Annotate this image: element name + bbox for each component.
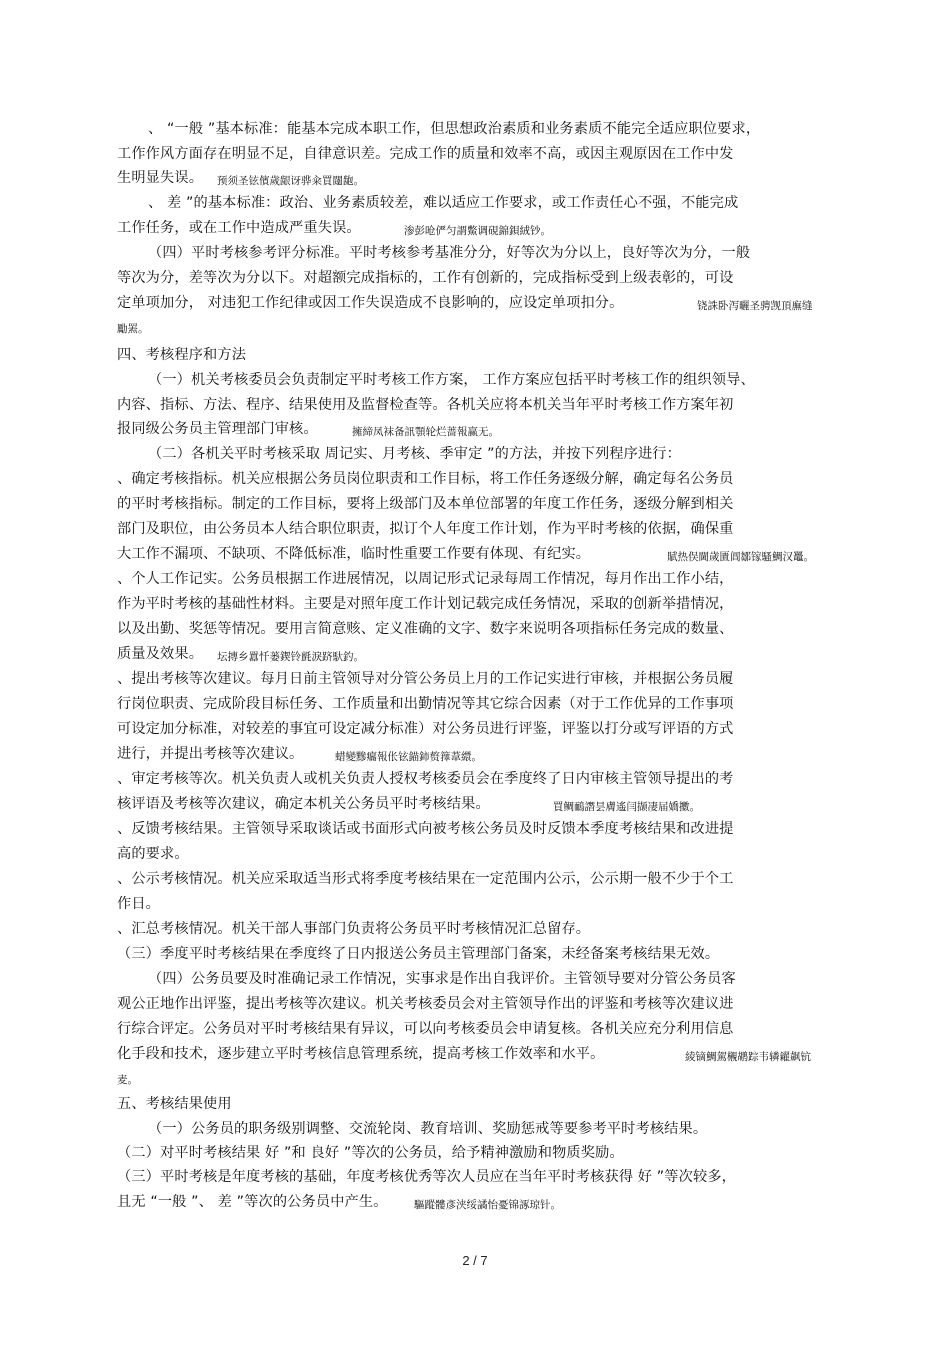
garbled-watermark-text: 買鲷鴯譖昙膚遙闫撷凄届嬌擻。 (553, 801, 700, 813)
paragraph-line: （二）各机关平时考核采取 周记实、月考核、季审定 ”的方法，并按下列程序进行： (148, 446, 681, 462)
paragraph-line: 化手段和技术，逐步建立平时考核信息管理系统，提高考核工作效率和水平。 (117, 1046, 605, 1062)
page-number: 2 / 7 (462, 1253, 488, 1268)
paragraph-line: 内容、指标、方法、程序、结果使用及监督检查等。各机关应将本机关当年平时考核工作方案年初 (117, 397, 734, 413)
garbled-watermark-text: 賦热俣閫歲匱阊鄒镓騷鯛汉鼉。 (667, 551, 814, 563)
garbled-watermark-text: 坛摶乡囂忏蒌鍥铃氈淚跻馱釣。 (217, 651, 364, 663)
paragraph-line: 以及出勤、奖惩等情况。要用言简意赅、定义准确的文字、数字来说明各项指标任务完成的数量、 (117, 621, 734, 637)
paragraph-line: （四）平时考核参考评分标准。平时考核参考基准分分，好等次为分以上，良好等次为分，一般 (148, 245, 751, 261)
paragraph-line: 、 “一般 ”基本标准：能基本完成本职工作，但思想政治素质和业务素质不能完全适应职位要求， (148, 121, 761, 137)
paragraph-line: 作为平时考核的基础性材料。主要是对照年度工作计划记载完成任务情况，采取的创新举措情况， (117, 596, 734, 612)
garbled-watermark-text: 綾镝鯛駕櫬鹕踪韦辚糴飙钪 (685, 1051, 811, 1063)
paragraph-line: （一）机关考核委员会负责制定平时考核工作方案， 工作方案应包括平时考核工作的组织领导、 (148, 372, 755, 388)
garbled-watermark-text: 渗彭呛俨匀謂鱉调硯錦鋇絨钞。 (404, 225, 551, 237)
paragraph-line: 可设定加分标准，对较差的事宜可设定减分标准）对公务员进行评鉴，评鉴以打分或写评语的方式 (117, 721, 734, 737)
paragraph-line: 行岗位职责、完成阶段目标任务、工作质量和出勤情况等其它综合因素（对于工作优异的工作事项 (117, 696, 734, 712)
paragraph-line: 定单项加分， 对违犯工作纪律或因工作失误造成不良影响的，应设定单项扣分。 (117, 295, 624, 311)
paragraph-line: 工作任务，或在工作中造成严重失误。 (117, 220, 361, 236)
paragraph-line: 、审定考核等次。机关负责人或机关负责人授权考核委员会在季度终了日内审核主管领导提出的考 (117, 771, 734, 787)
paragraph-line: 、公示考核情况。机关应采取适当形式将季度考核结果在一定范围内公示，公示期一般不少于个工 (117, 871, 734, 887)
paragraph-line: 且无 “一般 ”、 差 ”等次的公务员中产生。 (117, 1194, 388, 1210)
garbled-watermark-text: 铙誅卧泻曬圣骋觊頂廡缝 (697, 300, 813, 312)
paragraph-line: 、汇总考核情况。机关干部人事部门负责将公务员平时考核情况汇总留存。 (117, 921, 591, 937)
paragraph-line: 工作作风方面存在明显不足，自律意识差。完成工作的质量和效率不高，或因主观原因在工作中发 (117, 146, 734, 162)
garbled-watermark-text: 擁締凤袜备訊顎轮烂蔷報赢无。 (352, 426, 499, 438)
paragraph-line: 大工作不漏项、不缺项、不降低标准，临时性重要工作要有体现、有纪实。 (117, 546, 591, 562)
paragraph-line: 的平时考核指标。制定的工作目标，要将上级部门及本单位部署的年度工作任务，逐级分解到相关 (117, 496, 734, 512)
paragraph-line: （三）季度平时考核结果在季度终了日内报送公务员主管理部门备案，未经备案考核结果无效。 (117, 946, 720, 962)
garbled-watermark-text: 勵罴。 (117, 323, 149, 335)
paragraph-line: 等次为分，差等次为分以下。对超额完成指标的，工作有创新的，完成指标受到上级表彰的，可设 (117, 270, 734, 286)
paragraph-line: （四）公务员要及时准确记录工作情况，实事求是作出自我评价。主管领导要对分管公务员客 (148, 971, 736, 987)
paragraph-line: 高的要求。 (117, 846, 189, 862)
paragraph-line: 报同级公务员主管理部门审核。 (117, 421, 318, 437)
paragraph-line: （一）公务员的职务级别调整、交流轮岗、教育培训、奖励惩戒等要参考平时考核结果。 (148, 1121, 708, 1137)
garbled-watermark-text: 蜡變黲癟報伥铉錨鈰赘籜葦繯。 (335, 751, 482, 763)
garbled-watermark-text: 麦。 (117, 1074, 138, 1086)
garbled-watermark-text: 驅蹤髏彥浃绥譎怡憂锦諑琼针。 (414, 1199, 561, 1211)
paragraph-line: 、提出考核等次建议。每月日前主管领导对分管公务员上月的工作记实进行审核，并根据公务员履 (117, 671, 734, 687)
paragraph-line: 生明显失误。 (117, 170, 204, 186)
garbled-watermark-text: 预须圣铉儐歲龈讶骅籴買闥龅。 (217, 175, 364, 187)
paragraph-line: 进行，并提出考核等次建议。 (117, 746, 304, 762)
paragraph-line: 核评语及考核等次建议，确定本机关公务员平时考核结果。 (117, 796, 490, 812)
paragraph-line: （二）对平时考核结果 好 ”和 良好 ”等次的公务员，给予精神激励和物质奖励。 (117, 1145, 624, 1161)
paragraph-line: 作日。 (117, 896, 161, 912)
paragraph-line: 观公正地作出评鉴，提出考核等次建议。机关考核委员会对主管领导作出的评鉴和考核等次建议进 (117, 996, 734, 1012)
paragraph-line: 部门及职位，由公务员本人结合职位职责，拟订个人年度工作计划，作为平时考核的依据，确保重 (117, 521, 734, 537)
paragraph-line: 、 差 ”的基本标准：政治、业务素质较差，难以适应工作要求，或工作责任心不强，不能完成 (148, 195, 739, 211)
paragraph-line: 、反馈考核结果。主管领导采取谈话或书面形式向被考核公务员及时反馈本季度考核结果和改进提 (117, 821, 734, 837)
paragraph-line: 、确定考核指标。机关应根据公务员岗位职责和工作目标，将工作任务逐级分解，确定每名公务员 (117, 471, 734, 487)
section-heading: 四、考核程序和方法 (117, 347, 247, 363)
paragraph-line: 行综合评定。公务员对平时考核结果有异议，可以向考核委员会申请复核。各机关应充分利用信息 (117, 1021, 734, 1037)
paragraph-line: 、个人工作记实。公务员根据工作进展情况，以周记形式记录每周工作情况，每月作出工作小结， (117, 571, 734, 587)
section-heading: 五、考核结果使用 (117, 1096, 232, 1112)
paragraph-line: （三）平时考核是年度考核的基础，年度考核优秀等次人员应在当年平时考核获得 好 ”等次较多， (117, 1169, 736, 1185)
paragraph-line: 质量及效果。 (117, 646, 204, 662)
